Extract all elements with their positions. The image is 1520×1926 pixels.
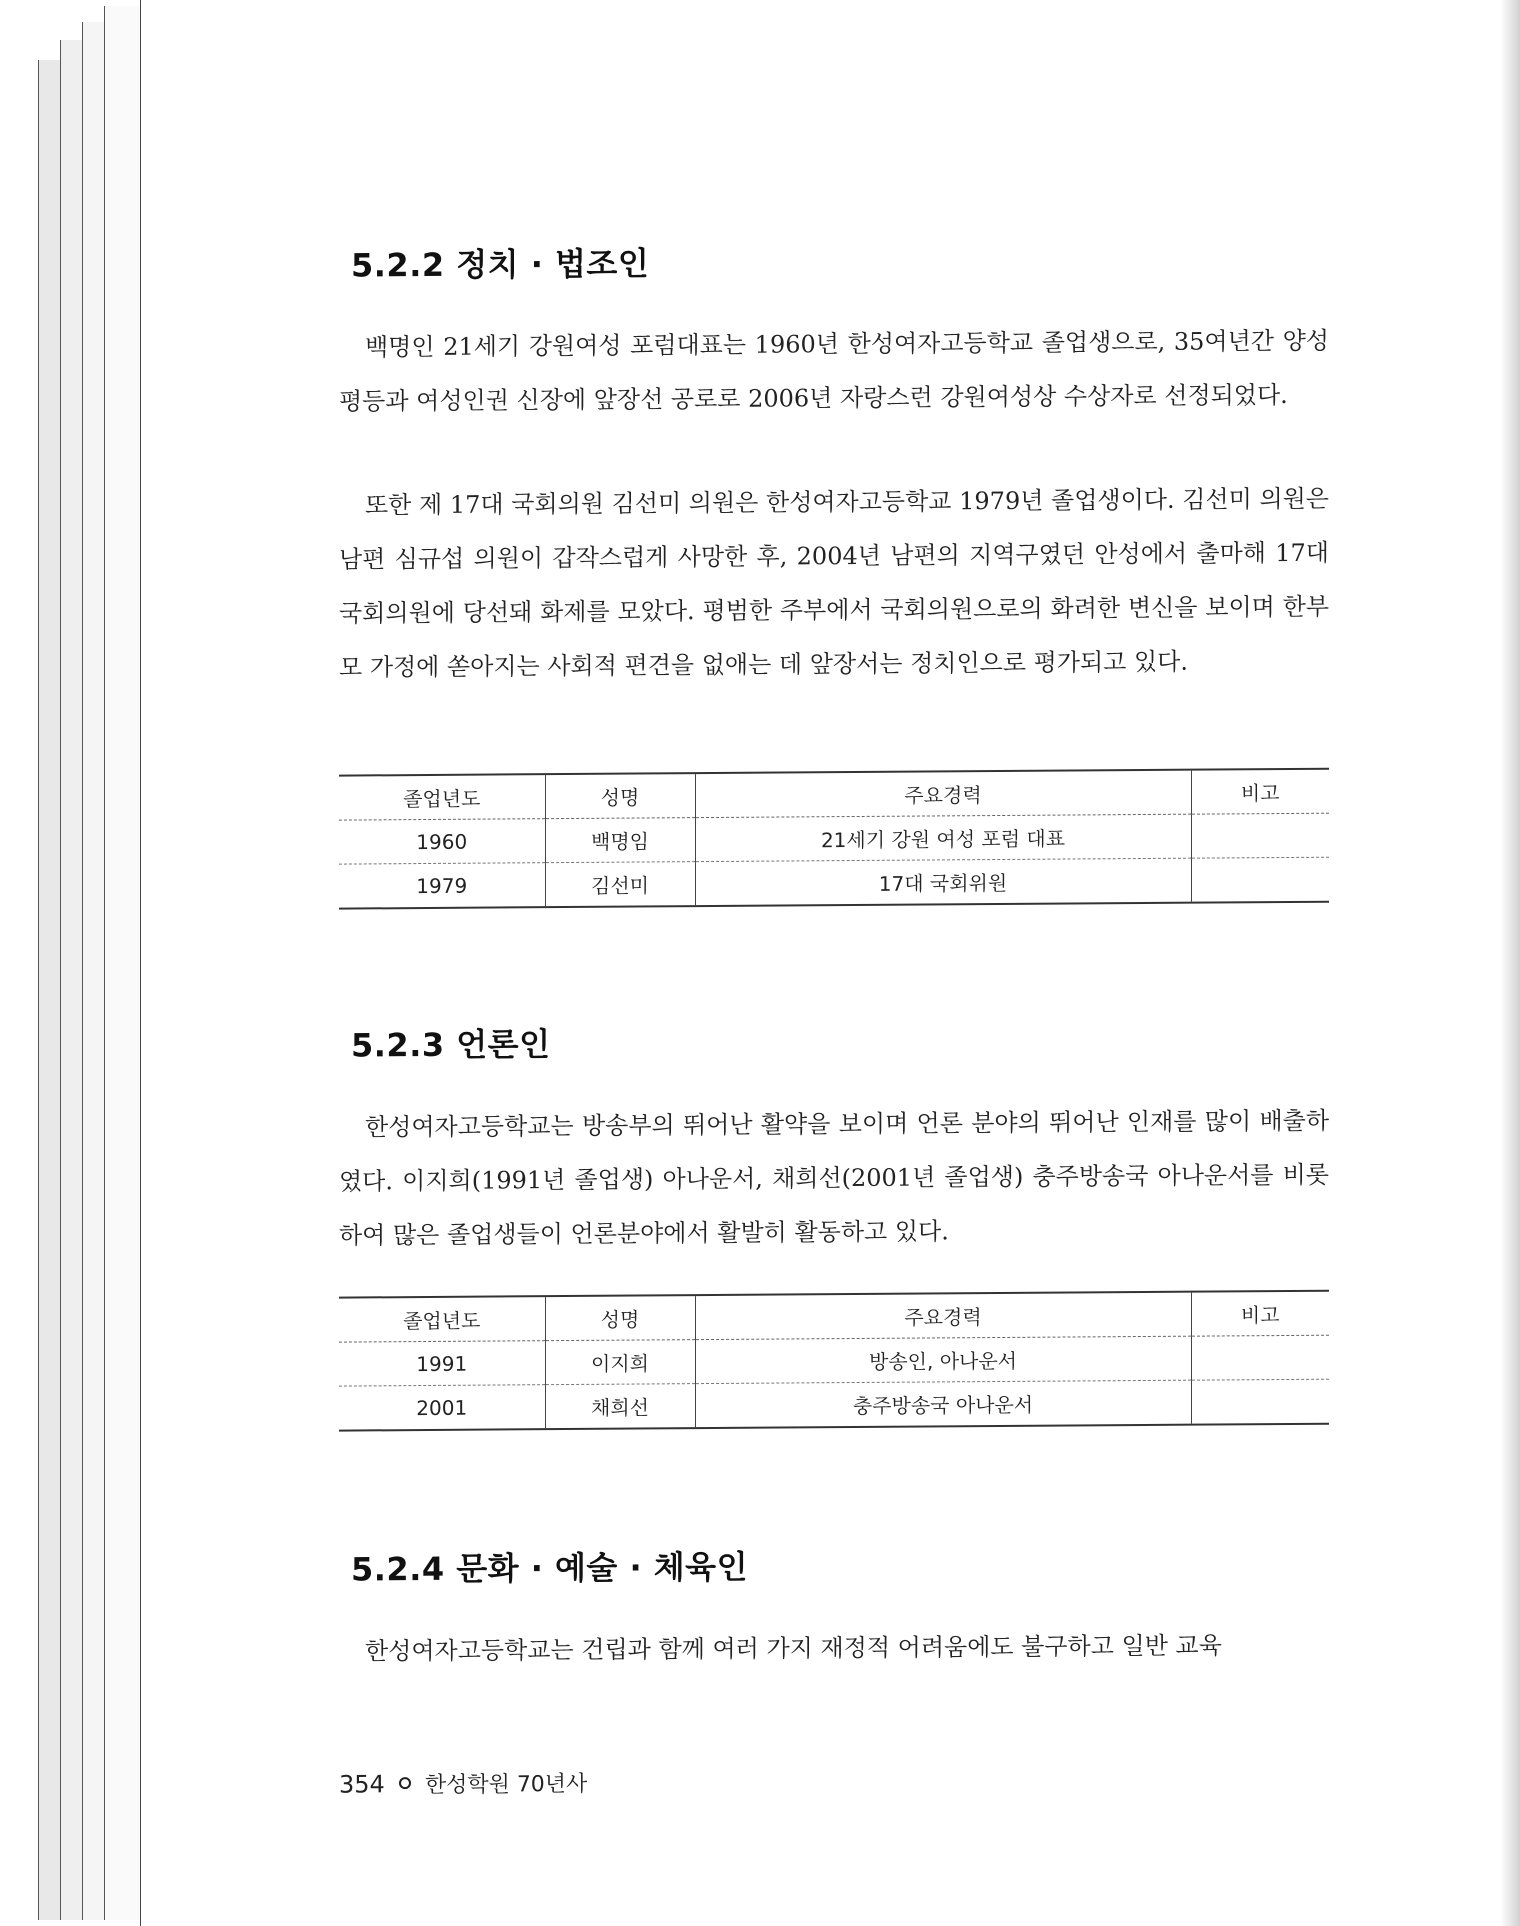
page-number: 354	[339, 1770, 385, 1799]
cell-note	[1191, 1379, 1329, 1424]
column-header-year: 졸업년도	[339, 1296, 545, 1342]
column-header-career: 주요경력	[695, 770, 1191, 818]
cell-career: 방송인, 아나운서	[695, 1336, 1191, 1383]
table-row	[339, 1335, 1329, 1386]
paragraph-press-1: 한성여자고등학교는 방송부의 뛰어난 활약을 보이며 언론 분야의 뛰어난 인재를 많이 배출하였다. 이지희(1991년 졸업생) 아나운서, 채희선(2001년 졸업생) 충주방송국 아나운서를 비롯하여 많은 졸업생들이 언론분야에서 활발히 활동하고 있다.	[339, 1106, 1329, 1250]
table-row	[339, 813, 1329, 864]
cell-year: 1979	[339, 863, 545, 909]
table-row	[339, 857, 1329, 908]
cell-career: 17대 국회위원	[695, 858, 1191, 906]
bullet-icon	[399, 1777, 411, 1789]
cell-career: 충주방송국 아나운서	[695, 1380, 1191, 1428]
page-footer	[339, 1767, 587, 1800]
section-heading-culture: 5.2.4 문화 · 예술 · 체육인	[351, 1547, 749, 1589]
cell-year: 1991	[339, 1341, 545, 1386]
book-title: 한성학원 70년사	[424, 1771, 588, 1799]
table-header-row	[339, 1291, 1329, 1342]
column-header-note: 비고	[1191, 769, 1329, 814]
book-page	[140, 0, 1501, 1926]
paragraph-politics-2: 또한 제 17대 국회의원 김선미 의원은 한성여자고등학교 1979년 졸업생이다. 김선미 의원은 남편 심규섭 의원이 갑작스럽게 사망한 후, 2004년 남편의 지역구였던 안성에서 출마해 17대 국회의원에 당선돼 화제를 모았다. 평범한 주부에서 국회의원으로의 화려한 변신을 보이며 한부모 가정에 쏟아지는 사회적 편견을 없애는 데 앞장서는 정치인으로 평가되고 있다.	[339, 484, 1329, 682]
paragraph-politics-1: 백명인 21세기 강원여성 포럼대표는 1960년 한성여자고등학교 졸업생으로, 35여년간 양성평등과 여성인권 신장에 앞장선 공로로 2006년 자랑스런 강원여성상 수상자로 선정되었다.	[339, 326, 1329, 416]
cell-year: 1960	[339, 819, 545, 864]
cell-note	[1191, 813, 1329, 858]
cell-name: 김선미	[545, 862, 695, 908]
column-header-name: 성명	[545, 1295, 695, 1341]
press-table	[339, 1290, 1329, 1432]
column-header-note: 비고	[1191, 1291, 1329, 1336]
cell-name: 이지희	[545, 1340, 695, 1385]
cell-year: 2001	[339, 1385, 545, 1431]
column-header-career: 주요경력	[695, 1292, 1191, 1340]
page-edge-shadow	[1500, 0, 1520, 1926]
cell-note	[1191, 857, 1329, 902]
politics-table	[339, 768, 1329, 910]
table-header-row	[339, 769, 1329, 820]
column-header-name: 성명	[545, 773, 695, 819]
cell-name: 채희선	[545, 1384, 695, 1430]
paragraph-culture-1: 한성여자고등학교는 건립과 함께 여러 가지 재정적 어려움에도 불구하고 일반 교육	[365, 1631, 1222, 1666]
table-row	[339, 1379, 1329, 1430]
cell-note	[1191, 1335, 1329, 1380]
section-heading-press: 5.2.3 언론인	[351, 1025, 551, 1065]
cell-name: 백명임	[545, 818, 695, 863]
section-heading-politics: 5.2.2 정치 · 법조인	[351, 244, 650, 285]
cell-career: 21세기 강원 여성 포럼 대표	[695, 814, 1191, 861]
column-header-year: 졸업년도	[339, 774, 545, 820]
